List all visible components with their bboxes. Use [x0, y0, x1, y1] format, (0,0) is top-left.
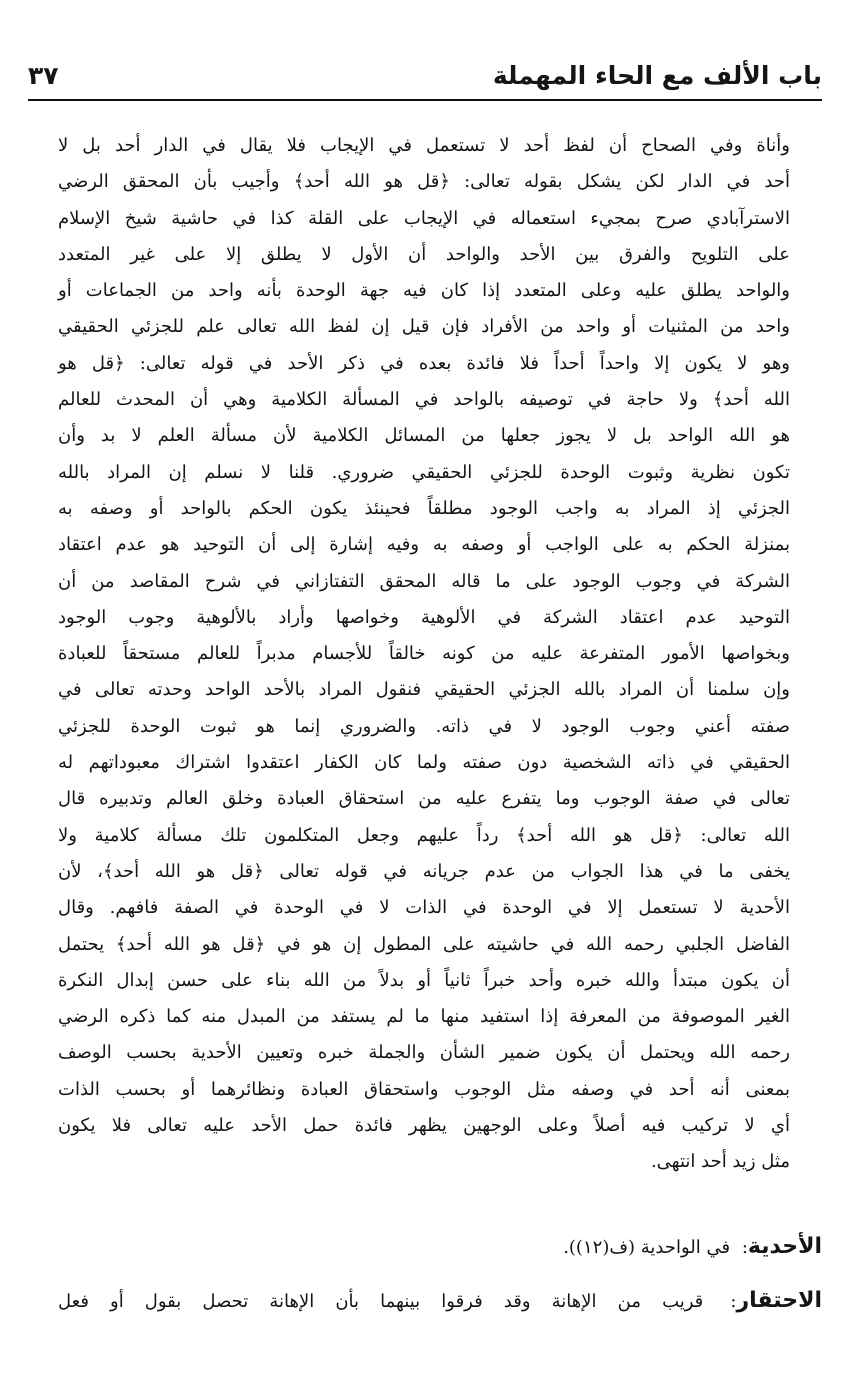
text-line: يخفى ما في هذا الجواب من عدم جريانه في قوله تعالى ﴿قل هو الله أحد﴾، لأن [58, 860, 790, 882]
text-line: الأحدية لا تستعمل إلا في الوحدة في الذات لا في الوحدة في الصفة فافهم. وقال [58, 897, 790, 919]
entry-ihtiqar [58, 1282, 822, 1321]
text-line: الله أحد﴾ ولا حاجة في توصيفه بالواحد في المسألة الكلامية وهي أن المحدث للعالم [58, 389, 790, 411]
main-paragraph [58, 128, 790, 1181]
entry-definition: قريب من الإهانة وقد فرقوا بينهما بأن الإهانة تحصل بقول أو فعل [58, 1291, 704, 1312]
text-line: أي لا تركيب فيه أصلاً وعلى الوجهين يظهر فائدة حمل الأحد عليه تعالى فلا يكون [58, 1115, 790, 1137]
chapter-title: باب الألف مع الحاء المهملة [492, 60, 822, 90]
text-line: مثل زيد أحد انتهى. [650, 1151, 790, 1173]
text-line: وبخواصها الأمور المتفرعة عليه من كونه خالقاً للأجسام مدبراً للعالم مستحقاً للعبادة [58, 643, 790, 665]
text-line: الاسترآبادي صرح بمجيء استعماله في الإيجاب على القلة كذا في حاشية شيخ الإسلام [58, 207, 790, 229]
entry-term: الاحتقار [736, 1288, 822, 1313]
text-line: صفته أعني وجوب الوجود لا في ذاته. والضروري إنما هو ثبوت الوحدة للجزئي [58, 715, 790, 737]
entry-colon: : [741, 1237, 748, 1258]
entry-ahadiyya [58, 1228, 822, 1282]
text-line: الغير الموصوفة من المعرفة إذا استفيد منها ما لم يستفد من المبدل منه كما ذكره الرضي [58, 1006, 790, 1028]
dictionary-entries [58, 1228, 822, 1321]
text-line: بمنزلة الحكم به على الواجب أو وصفه به وفيه إشارة إلى أن التوحيد هو عدم اعتقاد [58, 534, 790, 556]
text-line: واحد من المثنيات أو واحد من الأفراد فإن قيل إن لفظ الله تعالى علم للجزئي الحقيقي [58, 316, 790, 338]
text-line: الجزئي إذ المراد به واجب الوجود مطلقاً فحينئذ يكون الحكم بالواحد أو وصفه به [58, 497, 790, 519]
text-line: تكون نظرية وثبوت الوحدة للجزئي الحقيقي ضروري. قلنا لا نسلم إن المراد بالله [58, 461, 790, 483]
text-line: الله تعالى: ﴿قل هو الله أحد﴾ رداً عليهم وجعل المتكلمون تلك مسألة كلامية ولا [58, 824, 790, 846]
text-line: الحقيقي في ذاته الشخصية دون صفته ولما كان الكفار اعتقدوا اشتراك معبوداتهم له [58, 752, 790, 774]
text-line: رحمه الله ويحتمل أن يكون ضمير الشأن والجملة خبره وتعيين الأحدية بحسب الوصف [58, 1042, 790, 1064]
text-line: وهو لا يكون إلا واحداً أحداً فلا فائدة بعده في ذكر الأحد في قوله تعالى: ﴿قل هو [58, 352, 790, 374]
header-divider [28, 99, 822, 101]
text-line: أحد في الدار لكن يشكل بقوله تعالى: ﴿قل هو الله أحد﴾ وأجيب بأن المحقق الرضي [58, 171, 790, 193]
text-line: والواحد يطلق عليه وعلى المتعدد إذا كان فيه جهة الوحدة بأنه واحد من الجماعات أو [58, 280, 790, 302]
entry-term: الأحدية [747, 1234, 822, 1259]
text-line: بمعنى أنه أحد في وصفه مثل الوجوب واستحقاق العبادة ونظائرهما أو بحسب الذات [58, 1078, 790, 1100]
page-number: ٣٧ [28, 60, 59, 90]
text-line: التوحيد عدم اعتقاد الشركة في الألوهية وخواصها وأراد بالألوهية وجوب الوجود [58, 606, 790, 628]
text-line: الشركة في وجوب الوجود على ما قاله المحقق التفتازاني في شرح المقاصد من أن [58, 570, 790, 592]
entry-definition: في الواحدية (ف(١٢)). [563, 1237, 731, 1258]
entry-colon: : [730, 1291, 737, 1312]
text-line: الفاضل الجلبي رحمه الله في حاشيته على المطول إن هو في ﴿قل هو الله أحد﴾ يحتمل [58, 933, 790, 955]
page-header [28, 52, 822, 98]
text-line: وإن سلمنا أن المراد بالله الجزئي الحقيقي فنقول المراد بالأحد الواحد وحدته تعالى في [58, 679, 790, 701]
text-line: أن يكون مبتدأ والله خبره وأحد خبراً ثانياً أو بدلاً من الله بناء على حسن إبدال النكرة [58, 969, 790, 991]
text-line: هو الله الواحد بل لا يجوز جعلها من المسائل الكلامية لأن مسألة العلم لا بد وأن [58, 425, 790, 447]
text-line: تعالى في صفة الوجوب وما يتفرع عليه من استحقاق العبادة وخلق العالم وتدبيره قال [58, 788, 790, 810]
text-line: على التلويح والفرق بين الأحد والواحد أن الأول لا يطلق إلا على غير المتعدد [58, 243, 790, 265]
text-line: وأناة وفي الصحاح أن لفظ أحد لا تستعمل في الإيجاب فلا يقال في الدار أحد بل لا [58, 135, 790, 156]
